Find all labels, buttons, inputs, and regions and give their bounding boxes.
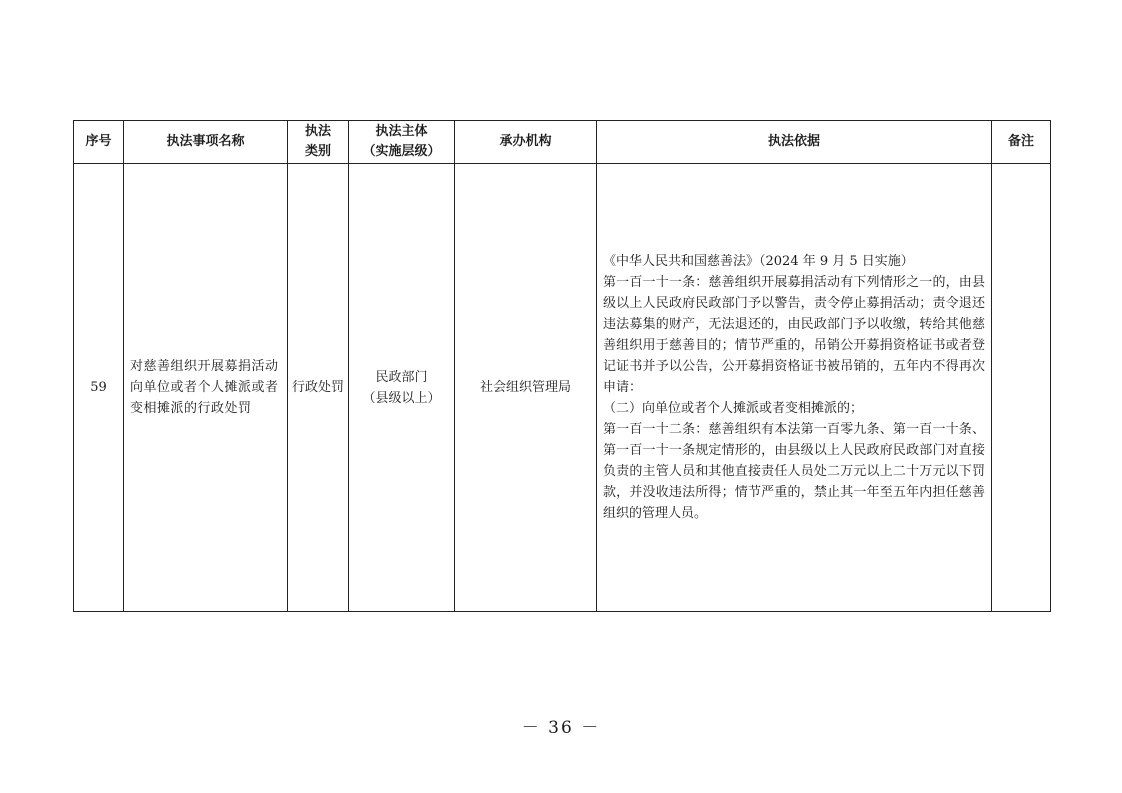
cell-name: 对慈善组织开展募捐活动向单位或者个人摊派或者变相摊派的行政处罚	[124, 164, 288, 612]
cell-remark	[992, 164, 1051, 612]
cell-subject	[349, 164, 455, 612]
cell-subject-line1: 民政部门	[375, 369, 428, 385]
cell-seq: 59	[74, 164, 124, 612]
header-type-line1: 执法	[304, 124, 331, 139]
basis-paragraph: 第一百一十一条：慈善组织开展募捐活动有下列情形之一的，由县级以上人民政府民政部门予以警告，责令停止募捐活动；责令退还违法募集的财产，无法退还的，由民政部门予以收缴，转给其他慈善组织用于慈善目的；情节严重的，吊销公开募捐资格证书或者登记证书并予以公告，公开募捐资格证书被吊销的，五年内不得再次申请：	[603, 275, 985, 395]
header-basis: 执法依据	[597, 121, 992, 164]
header-type	[288, 121, 349, 164]
basis-paragraph: 第一百一十二条：慈善组织有本法第一百零九条、第一百一十条、第一百一十一条规定情形的，由县级以上人民政府民政部门对直接负责的主管人员和其他直接责任人员处二万元以上二十万元以下罚款，并没收违法所得；情节严重的，禁止其一年至五年内担任慈善组织的管理人员。	[603, 422, 985, 521]
header-seq: 序号	[74, 121, 124, 164]
header-org: 承办机构	[455, 121, 597, 164]
cell-org: 社会组织管理局	[455, 164, 597, 612]
header-name: 执法事项名称	[124, 121, 288, 164]
enforcement-table	[73, 120, 1051, 612]
cell-basis	[597, 164, 992, 612]
table-row	[74, 164, 1051, 612]
header-remark: 备注	[992, 121, 1051, 164]
table-header-row	[74, 121, 1051, 164]
cell-type: 行政处罚	[288, 164, 349, 612]
basis-paragraph: （二）向单位或者个人摊派或者变相摊派的；	[603, 401, 864, 416]
page-number: － 36 －	[521, 718, 601, 738]
header-subject	[349, 121, 455, 164]
header-subject-line2: （实施层级）	[362, 144, 441, 159]
cell-subject-line2: （县级以上）	[362, 390, 441, 406]
header-type-line2: 类别	[304, 144, 331, 159]
header-subject-line1: 执法主体	[375, 124, 428, 139]
basis-paragraph: 《中华人民共和国慈善法》（2024 年 9 月 5 日实施）	[603, 254, 914, 269]
